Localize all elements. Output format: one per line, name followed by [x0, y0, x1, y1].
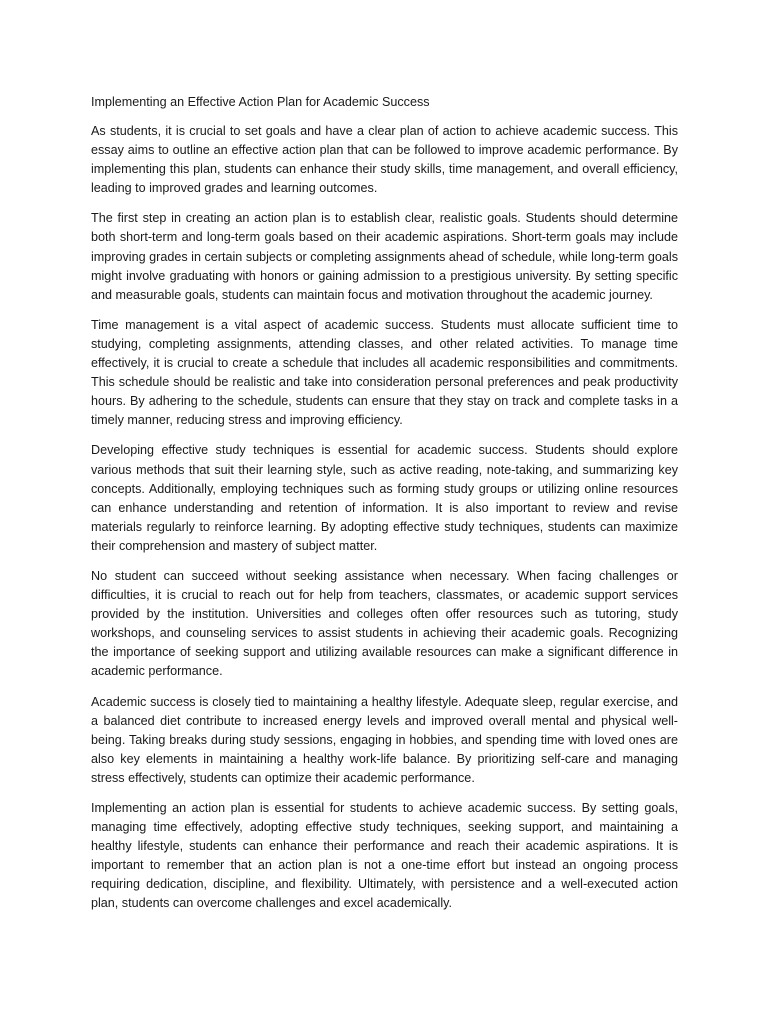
document-title: Implementing an Effective Action Plan for Academic Success [91, 95, 430, 109]
paragraph-seeking-support: No student can succeed without seeking assistance when necessary. When facing challenges or difficulties, it is crucial to reach out for help from teachers, classmates, or academic support services provided by the institution. Universities and colleges often offer resources such as tutoring, study workshops, and counseling services to assist students in achieving their academic goals. Recognizing the importance of seeking support and utilizing available resources can make a significant difference in academic performance. [91, 568, 678, 679]
document-page [91, 93, 678, 925]
paragraph-study-techniques: Developing effective study techniques is essential for academic success. Students should explore various methods that suit their learning style, such as active reading, note-taking, and summarizing key concepts. Additionally, employing techniques such as forming study groups or utilizing online resources can enhance understanding and retention of information. It is also important to review and revise materials regularly to reinforce learning. By adopting effective study techniques, students can maximize their comprehension and mastery of subject matter. [91, 443, 678, 553]
paragraph-conclusion: Implementing an action plan is essential for students to achieve academic success. By setting goals, managing time effectively, adopting effective study techniques, seeking support, and maintaining a healthy lifestyle, students can enhance their performance and reach their academic aspirations. It is important to remember that an action plan is not a one-time effort but instead an ongoing process requiring dedication, discipline, and flexibility. Ultimately, with persistence and a well-executed action plan, students can overcome challenges and excel academically. [91, 801, 678, 911]
paragraph-healthy-lifestyle: Academic success is closely tied to maintaining a healthy lifestyle. Adequate sleep, regular exercise, and a balanced diet contribute to increased energy levels and improved overall mental and physical well-being. Taking breaks during study sessions, engaging in hobbies, and spending time with loved ones are also key elements in maintaining a healthy work-life balance. By prioritizing self-care and managing stress effectively, students can optimize their academic performance. [91, 694, 678, 785]
paragraph-time-management: Time management is a vital aspect of academic success. Students must allocate sufficient time to studying, completing assignments, attending classes, and other related activities. To manage time effectively, it is crucial to create a schedule that includes all academic responsibilities and commitments. This schedule should be realistic and take into consideration personal preferences and peak productivity hours. By adhering to the schedule, students can ensure that they stay on track and complete tasks in a timely manner, reducing stress and improving efficiency. [91, 317, 678, 428]
paragraph-introduction: As students, it is crucial to set goals and have a clear plan of action to achieve academic success. This essay aims to outline an effective action plan that can be followed to improve academic performance. By implementing this plan, students can enhance their study skills, time management, and overall efficiency, leading to improved grades and learning outcomes. [91, 124, 678, 196]
paragraph-goals: The first step in creating an action plan is to establish clear, realistic goals. Students should determine both short-term and long-term goals based on their academic aspirations. Short-term goals may include improving grades in certain subjects or completing assignments ahead of schedule, while long-term goals might involve graduating with honors or gaining admission to a prestigious university. By setting specific and measurable goals, students can maintain focus and motivation throughout the academic journey. [91, 211, 678, 302]
